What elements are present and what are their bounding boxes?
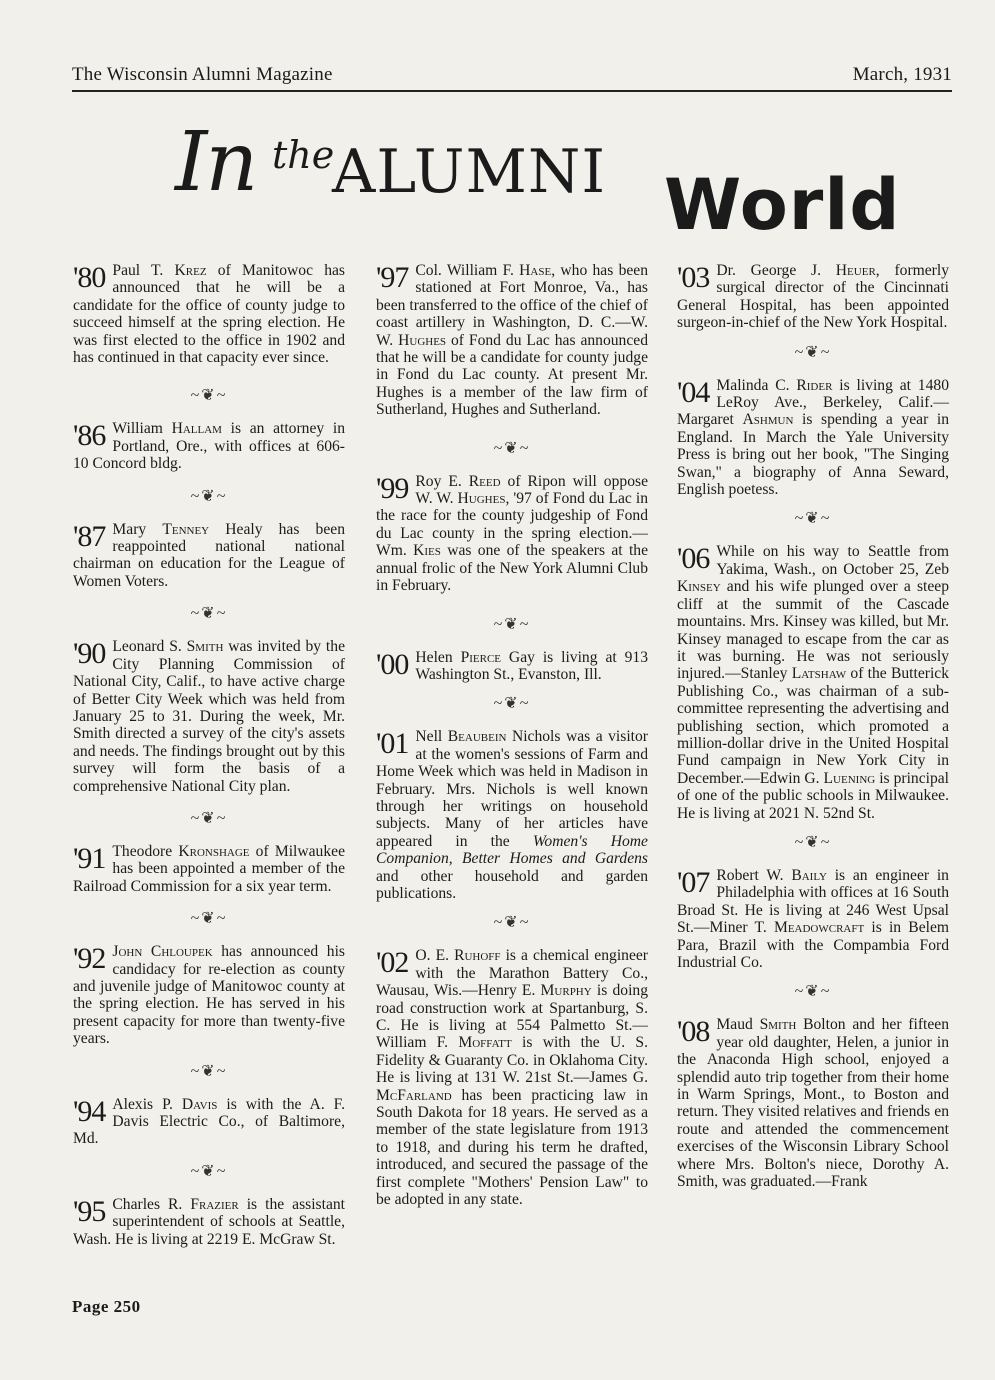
masthead-world: World [664,164,901,246]
fleuron-ornament: ~❦~ [190,910,228,928]
class-note-1892: '92 John Chloupek has announced his candidacy for re-election as county and juvenile judge of Manitowoc county at the spring election. He has served in his present capacity for more than twenty-five years. [73,942,346,1048]
alumnus-name: Latshaw [791,665,847,683]
class-year: '91 [73,841,106,875]
class-note-1887: '87 Mary Tenney Healy has been reappointed national national chairman on education for the League of Women Voters. [73,519,345,590]
class-year: '94 [73,1094,106,1128]
alumnus-name: John Chloupek [112,943,213,961]
class-year: '92 [73,942,106,976]
alumnus-name: Moffatt [458,1034,512,1052]
fleuron-ornament: ~❦~ [794,343,832,361]
class-note-1895: '95 Charles R. Frazier is the assistant superintendent of schools at Seattle, Wash. He is living at 2219 E. McGraw St. [73,1194,345,1248]
class-note-1891: '91 Theodore Kronshage of Milwaukee has been appointed a member of the Railroad Commission for a six year term. [73,841,345,895]
class-year: '03 [677,261,710,294]
class-year: '00 [376,647,409,681]
alumnus-name: Heuer [835,262,876,279]
masthead-in: In [175,115,257,210]
magazine-titles: Women's Home Companion, Better Homes and Gardens [376,832,648,868]
class-note-1899: '99 Roy E. Reed of Ripon will oppose W. W. Hughes, '97 of Fond du Lac in the race for the county judgeship of Fond du Lac county in the spring election.—Wm. Kies was one of the speakers at the annual frolic of the New York Alumni Club in February. [376,471,648,595]
class-year: '86 [73,419,106,453]
masthead-the: the [272,133,335,177]
class-year: '95 [73,1194,106,1228]
alumnus-name: Baily [791,866,827,884]
class-year: '07 [677,865,710,899]
alumnus-name: Hallam [171,420,222,438]
magazine-title: The Wisconsin Alumni Magazine [72,64,333,85]
class-note-1900: '00 Helen Pierce Gay is living at 913 Washington St., Evanston, Ill. [376,647,648,683]
class-note-1903: '03 Dr. George J. Heuer, formerly surgical director of the Cincinnati General Hospital, has been appointed surgeon-in-chief of the New York Hospital. [677,261,950,332]
fleuron-ornament: ~❦~ [190,1062,228,1080]
alumnus-name: Beaubein [447,728,507,746]
class-year: '90 [73,637,106,671]
alumnus-name: Hase [519,262,552,279]
fleuron-ornament: ~❦~ [794,510,832,528]
fleuron-ornament: ~❦~ [190,487,228,505]
class-year: '04 [677,375,710,409]
alumnus-name: Meadowcraft [773,919,865,937]
issue-date: March, 1931 [852,64,952,85]
alumnus-name: Pierce [460,648,502,666]
alumnus-name: Hughes [457,490,506,508]
fleuron-ornament: ~❦~ [190,605,228,623]
page-number: Page 250 [72,1297,141,1316]
alumnus-name: Rider [796,376,833,394]
fleuron-ornament: ~❦~ [190,387,228,405]
alumnus-name: Krez [174,262,207,279]
fleuron-ornament: ~❦~ [190,1162,228,1180]
class-year: '08 [677,1015,710,1049]
fleuron-ornament: ~❦~ [493,439,531,457]
alumnus-name: Smith [186,638,224,656]
alumnus-name: Kronshage [178,842,250,860]
masthead-alumni: ALUMNI [332,137,607,207]
fleuron-ornament: ~❦~ [190,809,228,827]
running-head [72,64,952,92]
fleuron-ornament: ~❦~ [493,695,531,713]
alumnus-name: Reed [468,472,501,490]
alumnus-name: Ruhoff [454,947,501,965]
alumnus-name: Kies [413,542,441,560]
alumnus-name: Frazier [190,1195,239,1213]
class-year: '80 [73,261,106,294]
class-year: '97 [376,261,409,294]
class-year: '87 [73,519,106,553]
class-note-1904: '04 Malinda C. Rider is living at 1480 LeRoy Ave., Berkeley, Calif.—Margaret Ashmun is spending a year in England. In March the Yale University Press is bring out her book, "The Singing Swan," a biography of Anna Seward, English poetess. [677,375,949,499]
class-note-1894: '94 Alexis P. Davis is with the A. F. Davis Electric Co., of Baltimore, Md. [73,1094,345,1148]
fleuron-ornament: ~❦~ [794,983,832,1001]
column-left [73,262,345,1248]
alumnus-name: Luening [823,769,876,787]
section-masthead [0,115,995,250]
alumnus-name: Tenney [162,520,210,538]
alumnus-name: Ashmun [742,411,794,429]
class-year: '01 [376,727,409,761]
class-year: '02 [376,946,409,980]
class-note-1908: '08 Maud Smith Bolton and her fifteen year old daughter, Helen, a junior in the Anaconda High school, enjoyed a splendid auto trip together from their home in Warm Springs, Mont., to Boston and return. They visited relatives and friends en route and attended the commencement exercises of the Wisconsin Library School where Mrs. Bolton's niece, Dorothy A. Smith, was graduated.—Frank [677,1015,949,1191]
alumnus-name: Hughes [398,331,447,349]
fleuron-ornament: ~❦~ [493,615,531,633]
class-note-1880: '80 Paul T. Krez of Manitowoc has announced that he will be a candidate for the office of county judge to succeed himself at the spring election. He was first elected to the office in 1902 and has continued in that capacity ever since. [73,261,345,367]
class-note-1890: '90 Leonard S. Smith was invited by the City Planning Commission of National City, Calif., to have active charge of Better City Week which was held from January 25 to 31. During the week, Mr. Smith directed a survey of the city's assets and needs. The findings brought out by this survey will form the basis of a comprehensive National City plan. [73,637,345,795]
class-note-1886: '86 William Hallam is an attorney in Portland, Ore., with offices at 606-10 Concord bldg. [73,419,345,473]
fleuron-ornament: ~❦~ [493,914,531,932]
class-note-1906: '06 While on his way to Seattle from Yakima, Wash., on October 25, Zeb Kinsey and his wife plunged over a steep cliff at the summit of the Cascade mountains. Mrs. Kinsey was killed, but Mr. Kinsey managed to escape from the car as it was burning. He was not seriously injured.—Stanley Latshaw of the Butterick Publishing Co., was chairman of a sub-committee representing the advertising and publishing section, which promoted a million-dollar drive in the United Hospital Fund campaign in New York City in December.—Edwin G. Luening is principal of one of the public schools in Milwaukee. He is living at 2021 N. 52nd St. [677,542,949,822]
alumnus-name: Davis [181,1095,218,1113]
class-year: '99 [376,471,409,505]
alumnus-name: Kinsey [677,578,721,596]
alumnus-name: McFarland [376,1086,452,1104]
class-year: '06 [677,542,710,576]
column-right [677,262,949,1190]
class-note-1902: '02 O. E. Ruhoff is a chemical engineer with the Marathon Battery Co., Wausau, Wis.—Henry E. Murphy is doing road construction work at Spartanburg, S. C. He is living at 554 Palmetto St.—William F. Moffatt is with the U. S. Fidelity & Guaranty Co. in Oklahoma City. He is living at 131 W. 21st St.—James G. McFarland has been practicing law in South Dakota for 18 years. He served as a member of the state legislature from 1913 to 1918, and during his term he drafted, introduced, and secured the passage of the first complete "Mothers' Pension Law" to be adopted in any state. [376,946,649,1209]
alumnus-name: Murphy [540,982,592,1000]
column-middle [376,262,648,1208]
alumnus-name: Smith [759,1016,797,1034]
class-note-1901: '01 Nell Beaubein Nichols was a visitor at the women's sessions of Farm and Home Week which was held in Madison in February. Mrs. Nichols is well known through her writings on household subjects. Many of her articles have appeared in the Women's Home Companion, Better Homes and Gardens and other household and garden publications. [376,727,648,902]
fleuron-ornament: ~❦~ [794,833,832,851]
class-note-1907: '07 Robert W. Baily is an engineer in Philadelphia with offices at 16 South Broad St. He is living at 246 West Upsal St.—Miner T. Meadowcraft is in Belem Para, Brazil with the Compambia Ford Industrial Co. [677,865,949,971]
class-note-1897: '97 Col. William F. Hase, who has been stationed at Fort Monroe, Va., has been transferred to the office of the chief of coast artillery in Washington, D. C.—W. W. Hughes of Fond du Lac has announced that he will be a candidate for county judge in Fond du Lac county. At present Mr. Hughes is a member of the law firm of Sutherland, Hughes and Sutherland. [376,261,649,419]
